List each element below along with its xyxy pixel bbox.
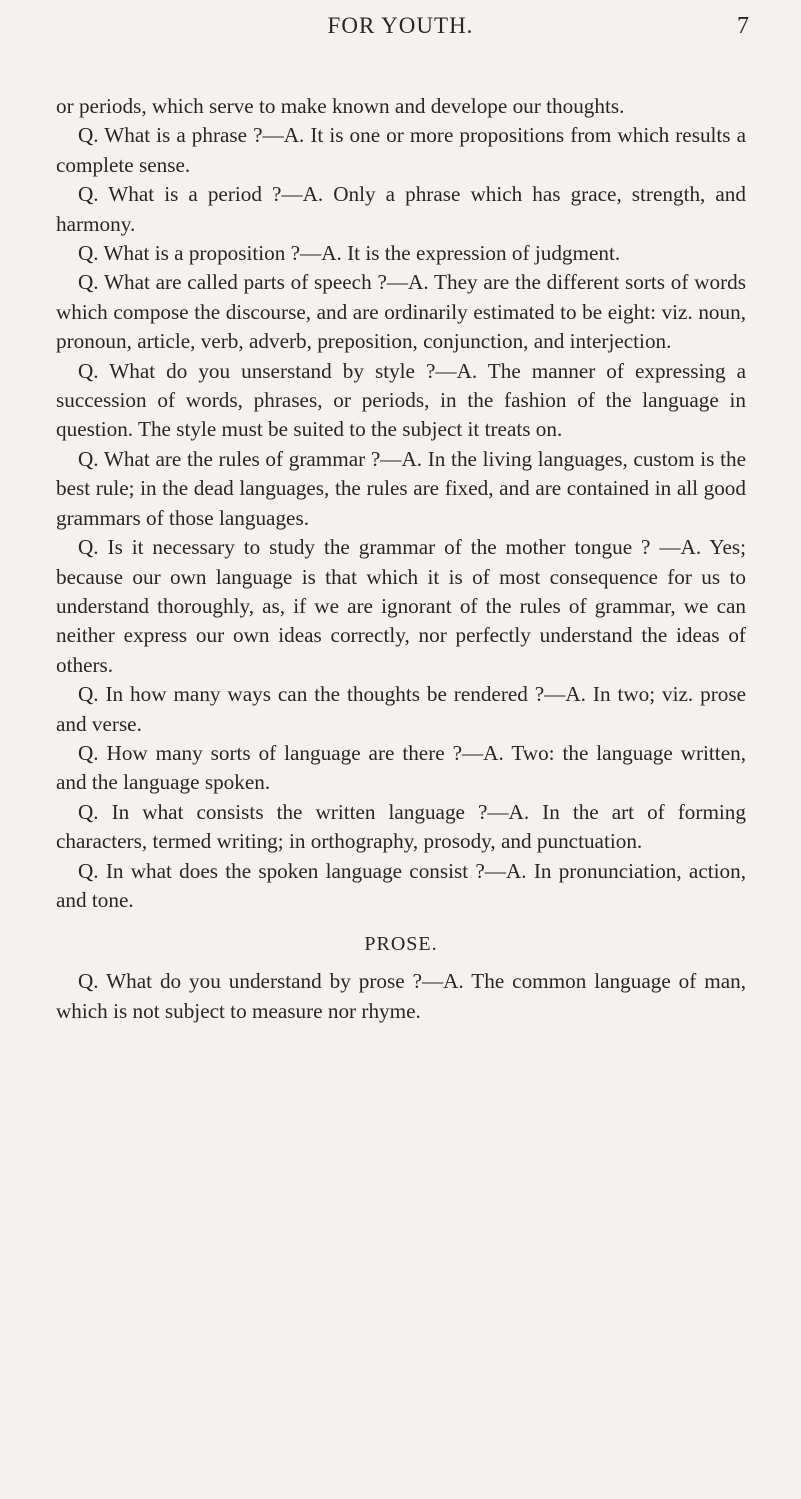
page-number: 7 bbox=[737, 13, 749, 39]
qa-paragraph-period: Q. What is a period ?—A. Only a phrase which has grace, strength, and harmony. bbox=[56, 182, 746, 236]
section-heading: PROSE. bbox=[364, 933, 438, 956]
qa-paragraph-mother-tongue: Q. Is it necessary to study the grammar of the mother tongue ? —A. Yes; because our own language is that which it is of most consequence for us to understand thoroughly, as, if we are ignorant of the rules of grammar, we can neither express our own ideas correctly, nor perfectly understand the ideas of others. bbox=[56, 535, 746, 677]
running-head bbox=[0, 6, 801, 46]
qa-paragraph-style: Q. What do you unserstand by style ?—A. The manner of expressing a succession of words, phrases, or periods, in the fashion of the language in question. The style must be suited to the subject it treats on. bbox=[56, 358, 746, 442]
qa-paragraph-proposition: Q. What is a proposition ?—A. It is the expression of judgment. bbox=[78, 241, 621, 266]
qa-paragraph-written-language: Q. In what consists the written language ?—A. In the art of forming characters, termed writing; in orthography, prosody, and punctuation. bbox=[56, 799, 746, 854]
qa-paragraph-sorts-of-language: Q. How many sorts of language are there ?—A. Two: the language written, and the language spoken. bbox=[56, 740, 746, 795]
qa-paragraph-spoken-language: Q. In what does the spoken language consist ?—A. In pronunciation, action, and tone. bbox=[56, 858, 746, 912]
qa-paragraph-rules-of-grammar: Q. What are the rules of grammar ?—A. In the living languages, custom is the best rule; in the dead languages, the rules are fixed, and are contained in all good grammars of those languages. bbox=[56, 446, 746, 530]
qa-paragraph-prose: Q. What do you understand by prose ?—A. The common language of man, which is not subject to measure nor rhyme. bbox=[56, 969, 746, 1023]
paragraph-continuation: or periods, which serve to make known and develope our thoughts. bbox=[56, 94, 625, 118]
qa-paragraph-phrase: Q. What is a phrase ?—A. It is one or more propositions from which results a complete sense. bbox=[56, 123, 746, 177]
qa-paragraph-ways-thoughts-rendered: Q. In how many ways can the thoughts be rendered ?—A. In two; viz. prose and verse. bbox=[56, 682, 746, 736]
qa-paragraph-parts-of-speech: Q. What are called parts of speech ?—A. They are the different sorts of words which compose the discourse, and are ordinarily estimated to be eight: viz. noun, pronoun, article, verb, adverb, preposition, conjunction, and interjection. bbox=[56, 270, 746, 354]
running-title: FOR YOUTH. bbox=[327, 13, 474, 38]
body-text bbox=[56, 92, 746, 1026]
